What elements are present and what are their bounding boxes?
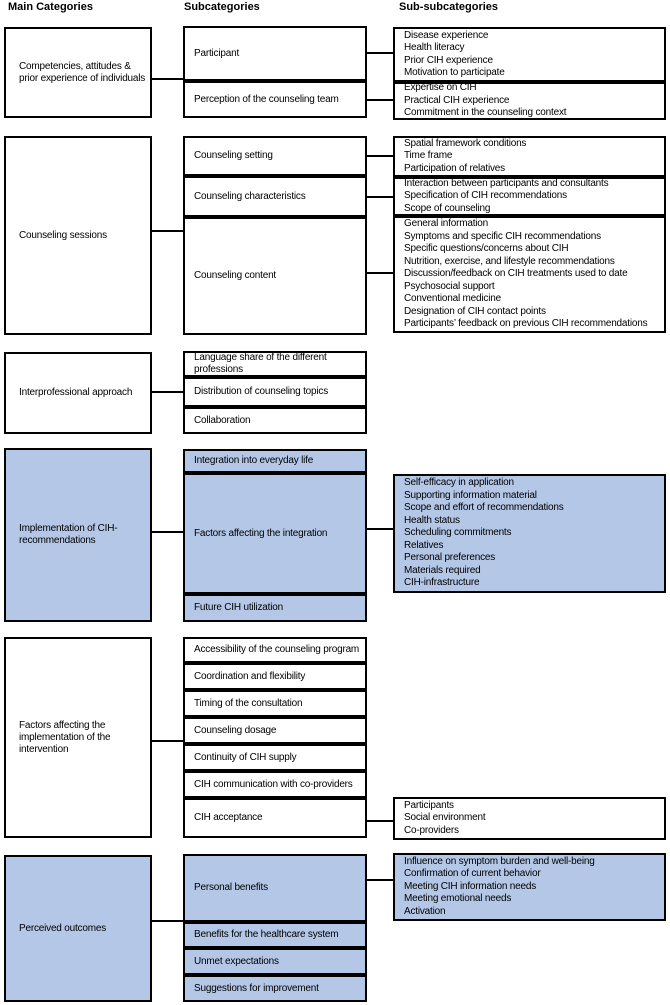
subcategory-box xyxy=(183,351,367,377)
connector-line xyxy=(150,920,183,922)
subsubcategory-item: Co-providers xyxy=(404,824,459,836)
subcategory-box xyxy=(183,473,367,594)
subsubcategory-item: Supporting information material xyxy=(404,489,537,501)
main-category-interprofessional-approach xyxy=(4,352,152,434)
subcategory-label: Timing of the consultation xyxy=(194,697,303,709)
subsubcategory-item: Social environment xyxy=(404,812,486,824)
subsubcategory-item: Meeting CIH information needs xyxy=(404,880,537,892)
subcategory-label: Personal benefits xyxy=(194,882,268,893)
subcategories-header: Subcategories xyxy=(184,1,260,13)
subcategory-label: Language share of the different professions xyxy=(194,352,327,375)
subcategory-box xyxy=(183,975,367,1002)
subsubcategory-box xyxy=(393,27,666,82)
subsubcategory-item: Scope of counseling xyxy=(404,202,491,214)
connector-line xyxy=(365,196,393,198)
subcategory-label: Coordination and flexibility xyxy=(194,670,306,682)
subsubcategory-item: Participation of relatives xyxy=(404,162,505,174)
subcategory-label: Unmet expectations xyxy=(194,955,279,967)
main-category-implementation-cih xyxy=(4,448,152,622)
subcategory-label: CIH acceptance xyxy=(194,812,263,823)
subcategory-label: Future CIH utilization xyxy=(194,602,283,613)
subsubcategory-item: Symptoms and specific CIH recommendations xyxy=(404,230,601,242)
subcategory-box xyxy=(183,717,367,744)
subcategory-label: Continuity of CIH supply xyxy=(194,751,297,763)
main-category-competencies xyxy=(4,27,152,118)
subsubcategory-item: Health status xyxy=(404,514,460,526)
subsubcategory-item: Psychosocial support xyxy=(404,280,495,292)
subsubcategory-item: Conventional medicine xyxy=(404,293,501,305)
main-categories-header: Main Categories xyxy=(8,1,93,13)
subcategory-box xyxy=(183,81,367,118)
connector-line xyxy=(365,155,393,157)
subsubcategory-item: CIH-infrastructure xyxy=(404,577,480,589)
subcategory-label: Counseling content xyxy=(194,270,277,281)
subsubcategory-item: Relatives xyxy=(404,539,444,551)
subsubcategory-item: Interaction between participants and consultants xyxy=(404,177,609,189)
main-category-label: Factors affecting the implementation of the intervention xyxy=(19,719,111,755)
subcategory-label: Factors affecting the integration xyxy=(194,527,328,539)
subsubcategory-item: Self-efficacy in application xyxy=(404,477,514,489)
subcategory-box xyxy=(183,594,367,622)
subsubcategory-box xyxy=(393,177,666,216)
main-category-label: Interprofessional approach xyxy=(19,387,133,398)
subsubcategory-box xyxy=(393,797,666,840)
connector-line xyxy=(365,52,393,54)
subsubcategory-item: Spatial framework conditions xyxy=(404,137,527,149)
subsubcategory-item: Meeting emotional needs xyxy=(404,893,512,905)
subsubcategory-item: Discussion/feedback on CIH treatments used to date xyxy=(404,268,628,280)
subcategory-box xyxy=(183,217,367,335)
subcategory-box xyxy=(183,771,367,798)
subcategory-box xyxy=(183,407,367,434)
main-category-label: Counseling sessions xyxy=(19,229,107,241)
connector-line xyxy=(365,99,393,101)
subcategory-label: CIH communication with co-providers xyxy=(194,778,353,790)
subsubcategory-item: Scope and effort of recommendations xyxy=(404,502,564,514)
main-category-perceived-outcomes xyxy=(4,855,152,1002)
subsubcategory-item: Materials required xyxy=(404,564,481,576)
connector-line xyxy=(365,272,393,274)
connector-line xyxy=(365,820,393,822)
subsubcategory-item: Confirmation of current behavior xyxy=(404,868,541,880)
subsubcategory-item: Participants xyxy=(404,799,454,811)
subcategory-box xyxy=(183,176,367,217)
subcategory-box xyxy=(183,744,367,771)
subsubcategory-item: Specific questions/concerns about CIH xyxy=(404,243,569,255)
subcategory-box xyxy=(183,377,367,407)
subcategory-label: Collaboration xyxy=(194,414,251,426)
connector-line xyxy=(150,740,183,742)
connector-line xyxy=(150,230,183,232)
subsubcategory-item: Nutrition, exercise, and lifestyle recommendations xyxy=(404,255,615,267)
subsubcategory-item: Disease experience xyxy=(404,29,489,41)
subcategory-label: Distribution of counseling topics xyxy=(194,386,329,397)
subsubcategory-item: Designation of CIH contact points xyxy=(404,305,546,317)
subcategory-box xyxy=(183,948,367,975)
subsubcategory-item: Motivation to participate xyxy=(404,67,505,78)
subcategory-box xyxy=(183,26,367,81)
main-category-label: Competencies, attitudes & prior experience of individuals xyxy=(19,60,146,84)
connector-line xyxy=(365,879,393,881)
subsubcategory-item: Health literacy xyxy=(404,42,465,53)
subcategory-box xyxy=(183,690,367,717)
subsubcategory-item: General information xyxy=(404,218,489,230)
connector-line xyxy=(150,391,183,393)
subsubcategory-box xyxy=(393,82,666,120)
main-category-label: Implementation of CIH-recommendations xyxy=(19,523,118,546)
subcategory-box xyxy=(183,798,367,838)
subcategory-label: Benefits for the healthcare system xyxy=(194,929,339,940)
subsubcategory-box xyxy=(393,136,666,177)
connector-line xyxy=(365,528,393,530)
subsubcategory-item: Prior CIH experience xyxy=(404,54,493,66)
subcategory-box xyxy=(183,449,367,473)
subsubcategory-box xyxy=(393,853,666,921)
subcategory-label: Counseling dosage xyxy=(194,724,277,736)
connector-line xyxy=(150,531,183,533)
subcategory-box xyxy=(183,922,367,948)
subcategory-label: Participant xyxy=(194,47,240,59)
subcategory-label: Integration into everyday life xyxy=(194,455,314,466)
subsubcategory-item: Personal preferences xyxy=(404,552,496,564)
subsubcategory-item: Practical CIH experience xyxy=(404,94,510,106)
subsubcategory-box xyxy=(393,216,666,333)
subsubcategory-item: Commitment in the counseling context xyxy=(404,107,567,119)
subcategory-label: Counseling characteristics xyxy=(194,190,306,202)
subcategory-label: Counseling setting xyxy=(194,150,273,161)
main-category-counseling-sessions xyxy=(4,136,152,335)
subcategory-box xyxy=(183,854,367,922)
subcategory-label: Perception of the counseling team xyxy=(194,93,339,105)
subsubcategory-item: Participants’ feedback on previous CIH recommendations xyxy=(404,318,648,330)
connector-line xyxy=(150,78,183,80)
subcategory-box xyxy=(183,136,367,176)
subcategory-box xyxy=(183,637,367,663)
subcategory-label: Accessibility of the counseling program xyxy=(194,644,360,655)
subsubcategory-item: Activation xyxy=(404,905,446,917)
subsubcategory-item: Expertise on CIH xyxy=(404,82,477,94)
subsubcategory-item: Time frame xyxy=(404,150,453,162)
subcategory-label: Suggestions for improvement xyxy=(194,982,319,994)
subsubcategory-item: Specification of CIH recommendations xyxy=(404,190,567,202)
main-category-factors-implementation xyxy=(4,637,152,838)
subsubcategory-item: Scheduling commitments xyxy=(404,527,512,539)
main-category-label: Perceived outcomes xyxy=(19,922,107,934)
sub-subcategories-header: Sub-subcategories xyxy=(399,1,499,13)
subsubcategory-box xyxy=(393,474,666,593)
subcategory-box xyxy=(183,663,367,690)
subsubcategory-item: Influence on symptom burden and well-being xyxy=(404,855,595,867)
